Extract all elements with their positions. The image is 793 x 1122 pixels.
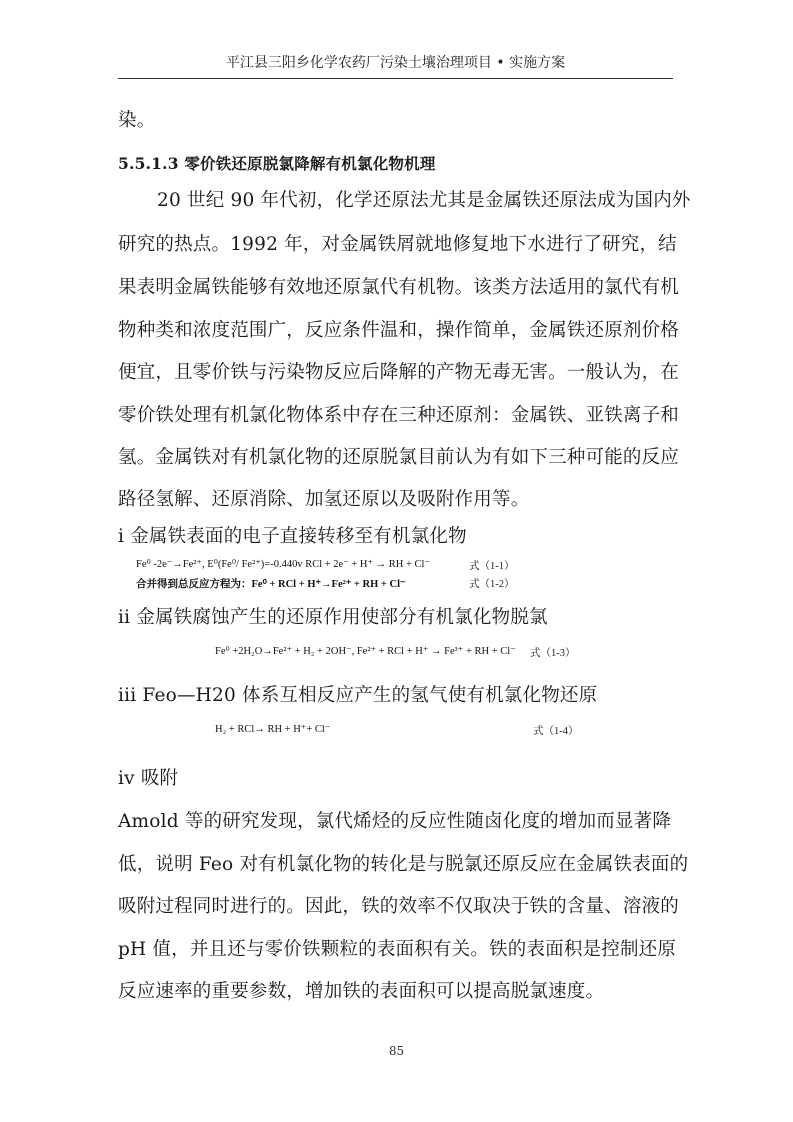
equation-1-2: 合并得到总反应方程为：Fe⁰ + RCl + H⁺→Fe²⁺ + RH + Cl⁻ [136,579,406,590]
paragraph-line: 低，说明 Feo 对有机氯化物的转化是与脱氯还原反应在金属铁表面的 [118,854,689,875]
equation-number: 式（1-4） [533,726,579,737]
running-header: 平江县三阳乡化学农药厂污染土壤治理项目 • 实施方案 [118,52,673,79]
equation-1-4: H₂ + RCl→ RH + H⁺+ Cl⁻ [215,724,331,735]
paragraph-line: 吸附过程同时进行的。因此，铁的效率不仅取决于铁的含量、溶液的 [118,896,680,917]
list-item-ii: ii 金属铁腐蚀产生的还原作用使部分有机氯化物脱氯 [118,607,548,628]
paragraph-line: 反应速率的重要参数，增加铁的表面积可以提高脱氯速度。 [118,981,605,1002]
page-number: 85 [388,1044,405,1058]
equation-1-3: Fe⁰ +2H₂O→Fe²⁺ + H₂ + 2OH⁻, Fe²⁺ + RCl + H⁺ → Fe³⁺ + RH + Cl⁻ [215,646,516,657]
paragraph-line: 研究的热点。1992 年，对金属铁屑就地修复地下水进行了研究，结 [118,234,677,255]
section-heading: 5.5.1.3 零价铁还原脱氯降解有机氯化物机理 [118,154,436,173]
equation-1-1: Fe⁰ -2e⁻→Fe²⁺, E⁰(Fe⁰/ Fe²⁺)=-0.440v RCl + 2e⁻ + H⁺ → RH + Cl⁻ [136,559,431,570]
equation-number: 式（1-1） [469,561,515,572]
equation-number: 式（1-2） [469,579,515,590]
paragraph-line: 零价铁处理有机氯化物体系中存在三种还原剂：金属铁、亚铁离子和 [118,405,680,426]
continued-text: 染。 [118,110,156,131]
paragraph-line: 便宜，且零价铁与污染物反应后降解的产物无毒无害。一般认为，在 [118,362,680,383]
paragraph-line: 20 世纪 90 年代初，化学还原法尤其是金属铁还原法成为国内外 [157,190,691,211]
paragraph-line: 氢。金属铁对有机氯化物的还原脱氯目前认为有如下三种可能的反应 [118,447,680,468]
paragraph-line: 果表明金属铁能够有效地还原氯代有机物。该类方法适用的氯代有机 [118,277,680,298]
equation-number: 式（1-3） [530,648,576,659]
list-item-i: i 金属铁表面的电子直接转移至有机氯化物 [118,526,467,547]
paragraph-line: 物种类和浓度范围广，反应条件温和，操作简单，金属铁还原剂价格 [118,320,680,341]
paragraph-line: Amold 等的研究发现，氯代烯烃的反应性随卤化度的增加而显著降 [118,811,672,832]
paragraph-line: 路径氢解、还原消除、加氢还原以及吸附作用等。 [118,489,530,510]
list-item-iv: iv 吸附 [118,768,179,789]
list-item-iii: iii Feo—H20 体系互相反应产生的氢气使有机氯化物还原 [118,685,598,706]
paragraph-line: pH 值，并且还与零价铁颗粒的表面积有关。铁的表面积是控制还原 [118,939,677,960]
